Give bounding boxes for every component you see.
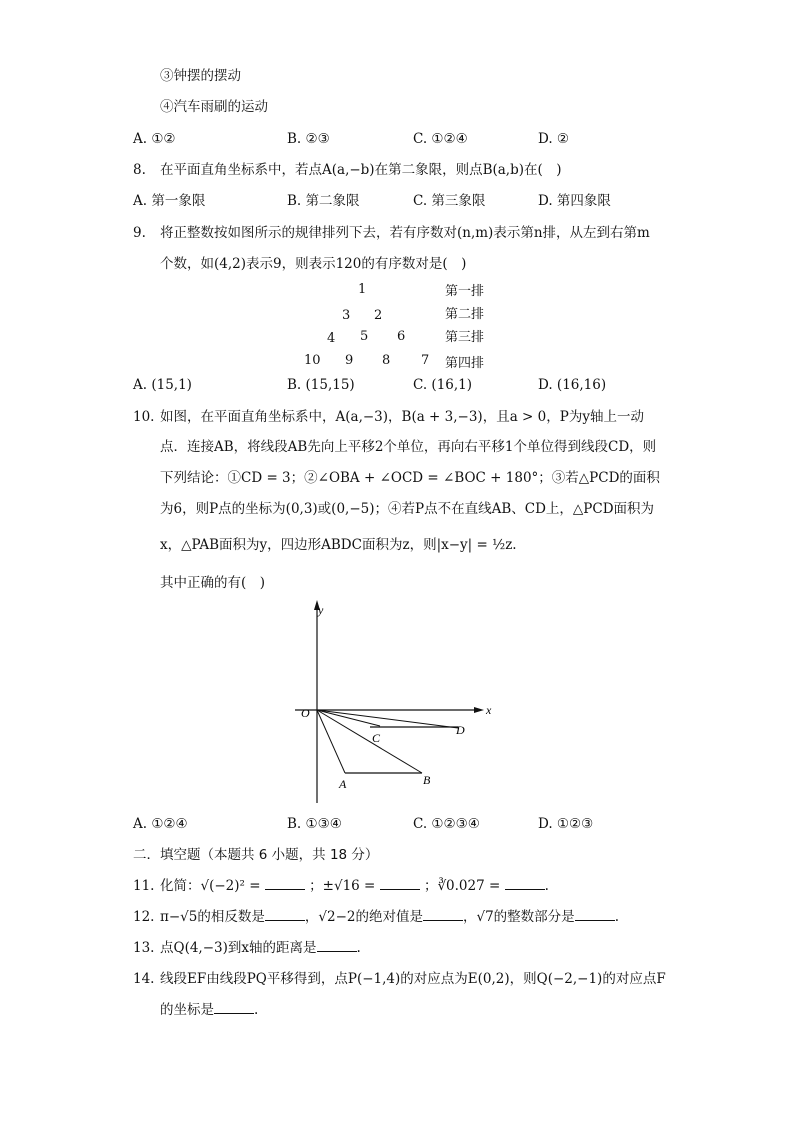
segment-oc: [317, 710, 380, 726]
q12-end: .: [614, 909, 619, 925]
q14-part-a: 的坐标是: [160, 1002, 214, 1018]
q14-blank-1[interactable]: [214, 1001, 254, 1014]
q12-number: 12.: [133, 909, 155, 925]
q13-part-a: 点Q(4,−3)到x轴的距离是: [160, 940, 317, 956]
tri-r4-3: 8: [382, 353, 391, 368]
list-item-3: ③钟摆的摆动: [160, 68, 241, 84]
q12-blank-2[interactable]: [423, 908, 463, 921]
q12-part-c: ，√7的整数部分是: [462, 909, 575, 925]
q12-text: [160, 908, 619, 926]
q9-line1: 将正整数按如图所示的规律排列下去，若有序数对(n,m)表示第n排，从左到右第m: [160, 225, 650, 241]
segment-od: [317, 710, 458, 728]
tri-r1-1: 1: [358, 282, 367, 297]
label-b: B: [423, 773, 431, 787]
row-label-2: 第二排: [445, 307, 485, 322]
q10-line3: 下列结论：①CD = 3；②∠OBA + ∠OCD = ∠BOC + 180°；③若△PCD的面积: [160, 470, 660, 486]
row-label-3: 第三排: [445, 330, 485, 345]
tri-r3-1: 4: [327, 331, 336, 346]
x-axis-arrow: [474, 707, 484, 713]
q10-option-b: B. ①③④: [287, 816, 342, 832]
q10-option-a: A. ①②④: [133, 816, 188, 832]
segment-oa: [317, 710, 345, 773]
q10-line1: 如图，在平面直角坐标系中，A(a,−3)，B(a + 3,−3)，且a > 0，P为y轴上一动: [160, 409, 644, 425]
q13-number: 13.: [133, 940, 155, 956]
q10-line2: 点．连接AB，将线段AB先向上平移2个单位，再向右平移1个单位得到线段CD，则: [160, 439, 657, 455]
q10-line5: x，△PAB面积为y，四边形ABDC面积为z，则|x−y| = ½z.: [160, 537, 517, 553]
q11-end: .: [544, 878, 549, 894]
q11-blank-1[interactable]: [265, 877, 305, 890]
q12-blank-3[interactable]: [575, 908, 615, 921]
q11-part-b: ；±√16 =: [309, 878, 376, 894]
tri-r3-2: 5: [360, 329, 369, 344]
tri-r4-4: 7: [421, 353, 430, 368]
q11-part-a: 化简：√(−2)² =: [160, 878, 261, 894]
q9-line2: 个数，如(4,2)表示9，则表示120的有序数对是( ): [160, 256, 467, 272]
q7-option-b: B. ②③: [287, 131, 330, 147]
q14-line2: [160, 1001, 258, 1019]
q11-text: [160, 877, 549, 895]
q9-option-a: A. (15,1): [133, 377, 192, 393]
row-label-4: 第四排: [445, 356, 485, 371]
q12-blank-1[interactable]: [265, 908, 305, 921]
label-x: x: [486, 703, 492, 717]
tri-r2-2: 2: [374, 308, 383, 323]
q11-number: 11.: [133, 878, 155, 894]
q13-blank-1[interactable]: [317, 939, 357, 952]
q10-option-d: D. ①②③: [538, 816, 594, 832]
q10-option-c: C. ①②③④: [413, 816, 480, 832]
q10-line4: 为6，则P点的坐标为(0,3)或(0,−5)；④若P点不在直线AB、CD上，△PCD面积为: [160, 501, 655, 517]
q8-option-b: B. 第二象限: [287, 193, 360, 209]
tri-r4-2: 9: [345, 353, 354, 368]
q11-part-c: ；∛0.027 =: [423, 878, 501, 894]
coordinate-figure: [290, 596, 510, 806]
label-c: C: [372, 731, 381, 745]
q11-blank-2[interactable]: [380, 877, 420, 890]
q9-number: 9.: [133, 225, 146, 241]
q11-blank-3[interactable]: [505, 877, 545, 890]
q14-end: .: [254, 1002, 259, 1018]
tri-r3-3: 6: [397, 329, 406, 344]
section-heading: 二．填空题（本题共 6 小题，共 18 分）: [133, 847, 379, 863]
tri-r4-1: 10: [304, 353, 321, 368]
q8-option-a: A. 第一象限: [133, 193, 206, 209]
q8-option-c: C. 第三象限: [413, 193, 486, 209]
q14-number: 14.: [133, 971, 155, 987]
q7-option-a: A. ①②: [133, 131, 176, 147]
tri-r2-1: 3: [342, 308, 351, 323]
q9-option-d: D. (16,16): [538, 377, 607, 393]
q8-text: 在平面直角坐标系中，若点A(a,−b)在第二象限，则点B(a,b)在( ): [160, 162, 562, 178]
q10-line6: 其中正确的有( ): [160, 575, 266, 591]
row-label-1: 第一排: [445, 284, 485, 299]
q9-option-b: B. (15,15): [287, 377, 355, 393]
q10-number: 10.: [133, 409, 155, 425]
label-o: O: [301, 706, 310, 720]
list-item-4: ④汽车雨刷的运动: [160, 99, 268, 115]
label-a: A: [339, 777, 347, 791]
segment-ob: [317, 710, 422, 773]
q14-line1: 线段EF由线段PQ平移得到，点P(−1,4)的对应点为E(0,2)，则Q(−2,−1)的对应点F: [160, 971, 666, 987]
q7-option-d: D. ②: [538, 131, 570, 147]
label-d: D: [456, 723, 465, 737]
label-y: y: [318, 603, 324, 617]
q8-number: 8.: [133, 162, 146, 178]
q9-option-c: C. (16,1): [413, 377, 473, 393]
q7-option-c: C. ①②④: [413, 131, 468, 147]
q13-text: [160, 939, 361, 957]
q8-option-d: D. 第四象限: [538, 193, 611, 209]
q12-part-b: ，√2−2的绝对值是: [304, 909, 423, 925]
q13-end: .: [356, 940, 361, 956]
q12-part-a: π−√5的相反数是: [160, 909, 265, 925]
